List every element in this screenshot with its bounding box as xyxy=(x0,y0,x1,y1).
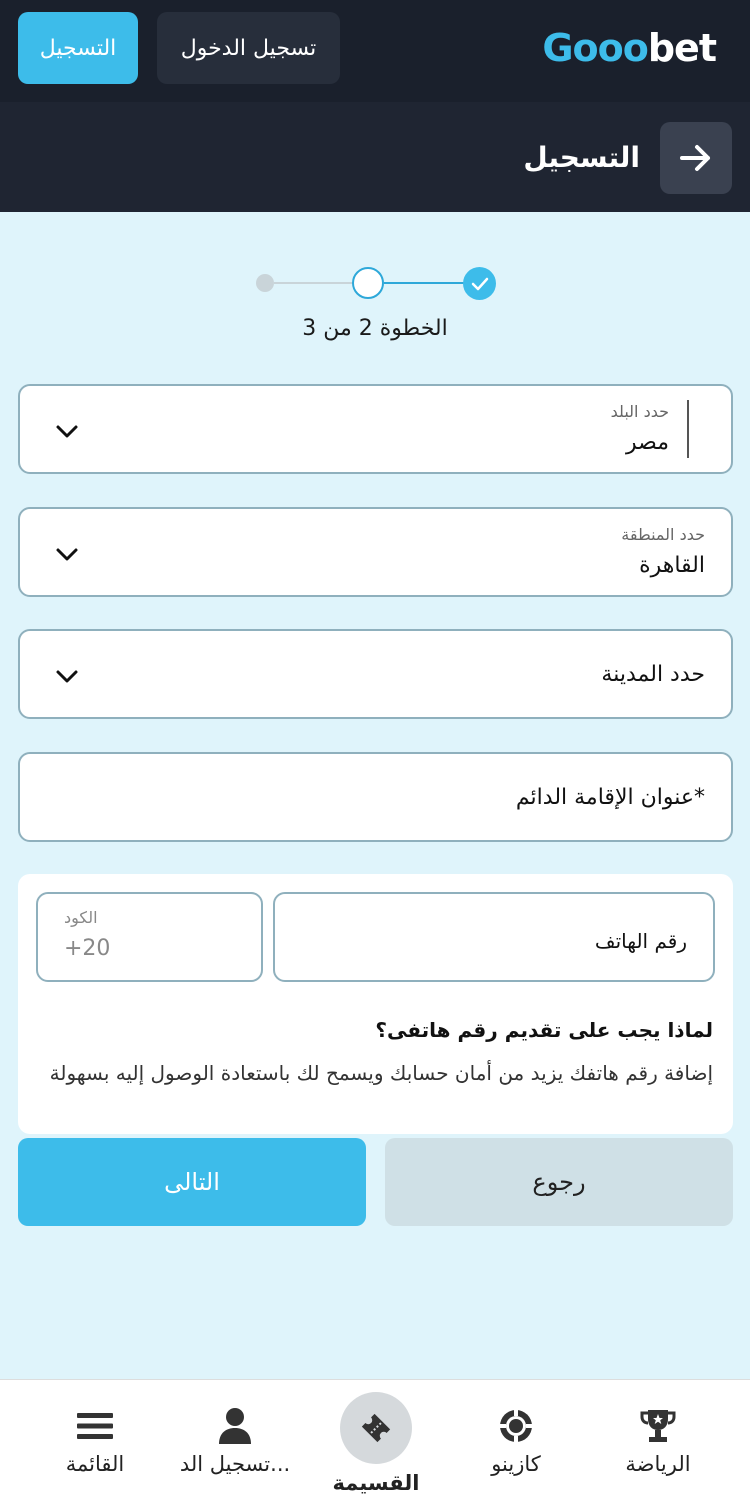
nav-login[interactable] xyxy=(170,1380,300,1494)
region-select[interactable] xyxy=(18,507,733,597)
checkmark-icon xyxy=(471,277,489,291)
page-header xyxy=(0,102,750,212)
country-value: مصر xyxy=(625,430,669,455)
arrow-right-icon xyxy=(679,143,713,173)
city-placeholder: حدد المدينة xyxy=(601,662,705,687)
step-1-indicator xyxy=(463,267,496,300)
phone-why-title: لماذا يجب على تقديم رقم هاتفى؟ xyxy=(375,1018,713,1042)
city-select[interactable] xyxy=(18,629,733,719)
phone-section xyxy=(18,874,733,1134)
address-placeholder: عنوان الإقامة الدائم* xyxy=(515,785,705,810)
chevron-down-icon xyxy=(54,542,80,566)
page-title: التسجيل xyxy=(523,140,640,174)
country-select[interactable] xyxy=(18,384,733,474)
phone-placeholder: رقم الهاتف xyxy=(594,929,687,953)
phone-why-text: إضافة رقم هاتفك يزيد من أمان حسابك ويسمح لك باستعادة الوصول إليه بسهولة xyxy=(49,1061,713,1085)
step-label: الخطوة 2 من 3 xyxy=(302,316,448,341)
address-input[interactable] xyxy=(18,752,733,842)
register-button[interactable]: التسجيل xyxy=(18,12,138,84)
step-2-indicator xyxy=(352,267,384,299)
nav-menu-label: القائمة xyxy=(65,1452,125,1476)
casino-chip-icon xyxy=(498,1408,534,1444)
stepper-line-done xyxy=(384,282,464,284)
progress-stepper xyxy=(0,262,750,306)
logo[interactable] xyxy=(542,24,716,72)
step-3-indicator xyxy=(256,274,274,292)
trophy-icon xyxy=(639,1407,677,1445)
nav-casino-label: كازينو xyxy=(491,1452,541,1476)
back-button[interactable]: رجوع xyxy=(385,1138,733,1226)
nav-coupon-label: القسيمة xyxy=(332,1471,420,1494)
chevron-down-icon xyxy=(54,664,80,688)
nav-coupon[interactable] xyxy=(320,1380,432,1494)
chevron-down-icon xyxy=(54,419,80,443)
nav-menu[interactable] xyxy=(50,1380,140,1494)
country-code-input[interactable] xyxy=(36,892,263,982)
nav-sports-label: الرياضة xyxy=(625,1452,691,1476)
phone-input[interactable] xyxy=(273,892,715,982)
bottom-nav xyxy=(0,1379,750,1494)
nav-casino[interactable] xyxy=(466,1380,566,1494)
top-header xyxy=(0,0,750,102)
region-value: القاهرة xyxy=(639,553,705,578)
logo-prefix: Gooo xyxy=(542,26,648,70)
menu-icon xyxy=(75,1410,115,1442)
logo-suffix: bet xyxy=(647,26,716,70)
nav-login-label: تسجيل الد... xyxy=(179,1452,291,1476)
next-button[interactable]: التالى xyxy=(18,1138,366,1226)
stepper-line-pending xyxy=(274,282,354,284)
country-code-label: الكود xyxy=(64,908,98,927)
country-code-value: +20 xyxy=(64,936,111,961)
login-button[interactable]: تسجيل الدخول xyxy=(157,12,340,84)
field-divider xyxy=(687,400,689,458)
user-icon xyxy=(218,1407,252,1445)
country-label: حدد البلد xyxy=(610,402,669,421)
region-label: حدد المنطقة xyxy=(621,525,705,544)
nav-sports[interactable] xyxy=(608,1380,708,1494)
back-arrow-button[interactable] xyxy=(660,122,732,194)
